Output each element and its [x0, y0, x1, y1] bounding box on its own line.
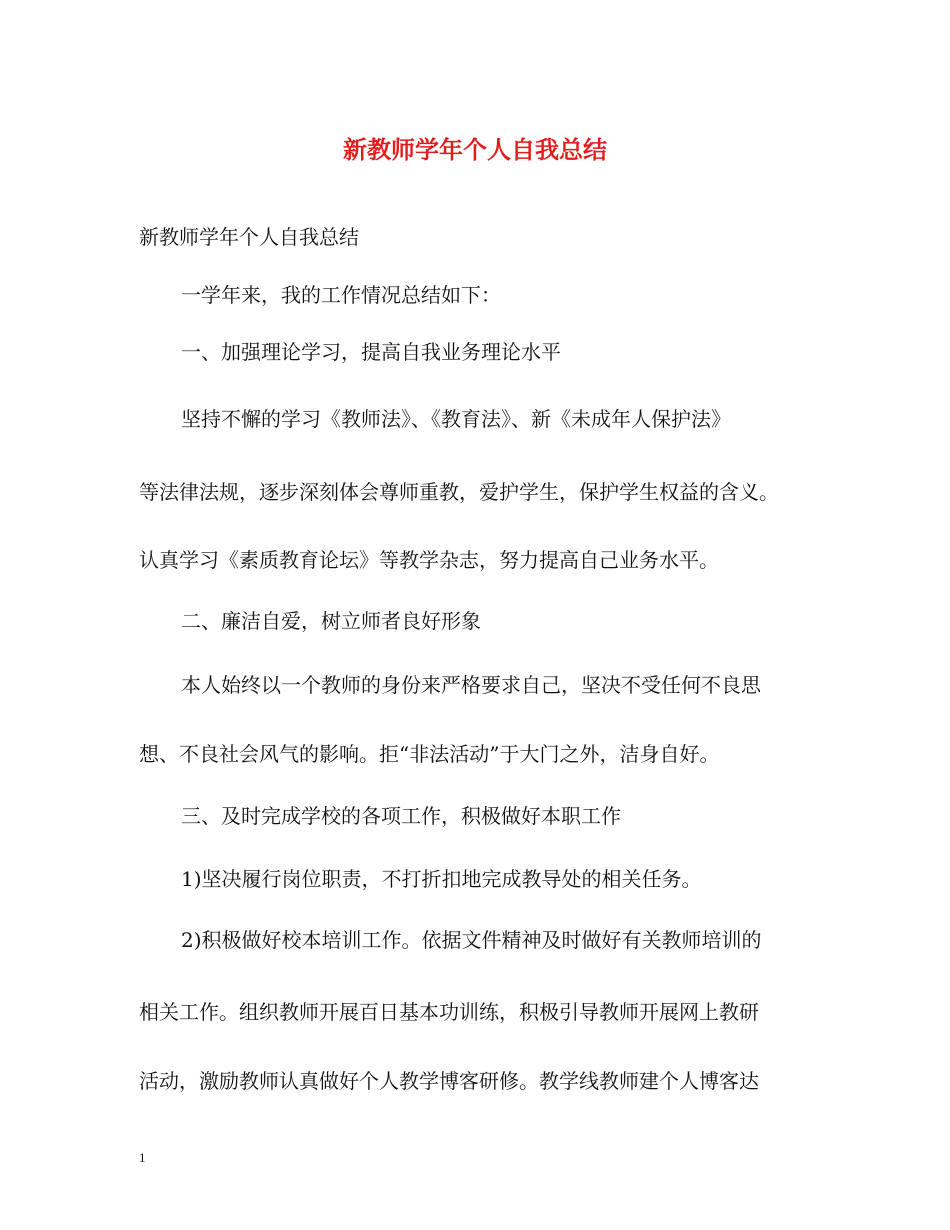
text-line: 认真学习《素质教育论坛》等教学杂志，努力提高自己业务水平。	[139, 548, 719, 572]
text-line: 新教师学年个人自我总结	[139, 225, 359, 249]
text-line: 二、廉洁自爱，树立师者良好形象	[181, 609, 481, 633]
text-line: 本人始终以一个教师的身份来严格要求自己，坚决不受任何不良思	[181, 673, 761, 697]
text-line: 等法律法规，逐步深刻体会尊师重教，爱护学生，保护学生权益的含义。	[139, 480, 779, 504]
text-line: 活动，激励教师认真做好个人教学博客研修。教学线教师建个人博客达	[139, 1069, 759, 1093]
text-line: 坚持不懈的学习《教师法》、《教育法》、新《未成年人保护法》	[181, 407, 731, 431]
document-title: 新教师学年个人自我总结	[343, 135, 607, 164]
text-line: 一、加强理论学习，提高自我业务理论水平	[181, 340, 561, 364]
text-line: 三、及时完成学校的各项工作，积极做好本职工作	[181, 804, 621, 828]
text-line: 一学年来，我的工作情况总结如下：	[181, 283, 501, 307]
text-line: 1)坚决履行岗位职责，不打折扣地完成教导处的相关任务。	[181, 867, 702, 891]
page-number: 1	[139, 1150, 146, 1165]
text-line: 2)积极做好校本培训工作。依据文件精神及时做好有关教师培训的	[181, 928, 762, 952]
text-line: 想、不良社会风气的影响。拒“非法活动”于大门之外，洁身自好。	[139, 742, 720, 766]
text-line: 相关工作。组织教师开展百日基本功训练，积极引导教师开展网上教研	[139, 1000, 759, 1024]
